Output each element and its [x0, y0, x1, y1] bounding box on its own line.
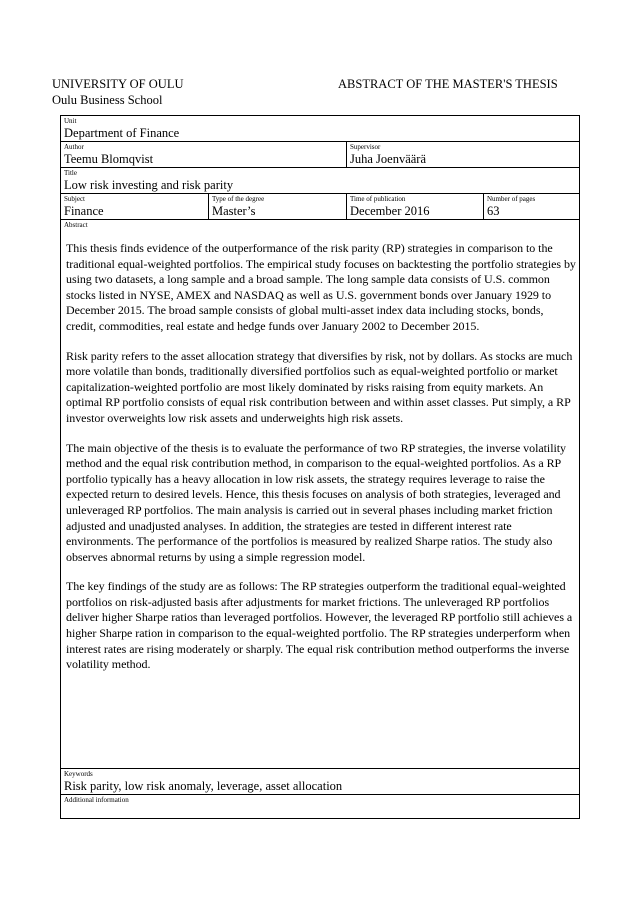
unit-cell — [61, 116, 580, 142]
title-row — [61, 168, 580, 194]
abstract-body — [64, 230, 576, 673]
subject-value: Finance — [64, 204, 104, 218]
abstract-paragraph: The main objective of the thesis is to evaluate the performance of two RP strategies, the inverse volatility method and the equal risk contribution method, in comparison to the equal-weighted portfolios. As a RP portfolio typically has a heavy allocation in low risk assets, the strategy requires leverage to raise the expected return to desired levels. Hence, this thesis focuses on analysis of both strategies, leveraged and unleveraged RP portfolios. The main analysis is carried out in several phases including market friction adjusted and unadjusted analyses. In addition, the strategies are tested in different interest rate environments. The performance of the portfolios is measured by realized Sharpe ratios. The study also observes abnormal returns by using a simple regression model. — [66, 440, 567, 564]
school-name: Oulu Business School — [52, 93, 163, 107]
additional-label: Additional information — [64, 796, 129, 804]
title-cell — [61, 168, 580, 194]
pages-cell — [484, 194, 580, 220]
degree-cell — [209, 194, 347, 220]
title-value: Low risk investing and risk parity — [64, 178, 234, 192]
thesis-abstract-form — [60, 115, 580, 819]
university-name: UNIVERSITY OF OULU — [52, 77, 184, 91]
keywords-label: Keywords — [64, 770, 93, 778]
keywords-value: Risk parity, low risk anomaly, leverage, asset allocation — [64, 779, 343, 793]
abstract-paragraph: The key findings of the study are as follows: The RP strategies outperform the traditional equal-weighted portfolios on risk-adjusted basis after adjustments for market frictions. The unleveraged RP portfolios deliver higher Sharpe ratios than leveraged portfolios. However, the leveraged RP portfolio still achieves a higher Sharpe ration in comparison to the equal-weighted portfolio. The RP strategies underperform when interest rates are rising moderately or sharply. The equal risk contribution method outperforms the inverse volatility method. — [66, 579, 573, 672]
author-cell — [61, 142, 347, 168]
author-value: Teemu Blomqvist — [64, 152, 154, 166]
title-label: Title — [64, 169, 77, 177]
abstract-row — [61, 220, 580, 769]
degree-label: Type of the degree — [212, 195, 265, 203]
supervisor-label: Supervisor — [350, 143, 381, 151]
abstract-paragraph: Risk parity refers to the asset allocation strategy that diversifies by risk, not by dollars. As stocks are much more volatile than bonds, traditionally diversified portfolios such as equal-weighted portfolio or market capitalization-weighted portfolio are most likely dominated by risks raising from equity markets. An optimal RP portfolio consists of equal risk contribution between and within asset classes. Put simply, a RP investor overweights low risk assets and underweights high risk assets. — [66, 348, 573, 425]
abstract-label: Abstract — [64, 221, 88, 229]
supervisor-value: Juha Joenväärä — [350, 152, 427, 166]
abstract-cell — [61, 220, 580, 769]
pages-label: Number of pages — [487, 195, 536, 203]
publication-cell — [347, 194, 484, 220]
author-label: Author — [64, 143, 84, 151]
details-row — [61, 194, 580, 220]
pages-value: 63 — [487, 204, 500, 218]
supervisor-cell — [347, 142, 580, 168]
additional-cell — [61, 795, 580, 819]
publication-value: December 2016 — [350, 204, 430, 218]
keywords-cell — [61, 769, 580, 795]
unit-label: Unit — [64, 117, 77, 125]
unit-row — [61, 116, 580, 142]
publication-label: Time of publication — [350, 195, 406, 203]
keywords-row — [61, 769, 580, 795]
degree-value: Master’s — [212, 204, 256, 218]
subject-label: Subject — [64, 195, 85, 203]
document-type: ABSTRACT OF THE MASTER'S THESIS — [338, 77, 558, 91]
abstract-paragraph: This thesis finds evidence of the outperformance of the risk parity (RP) strategies in comparison to the traditional equal-weighted portfolios. The empirical study focuses on backtesting the portfolio strategies by using two datasets, a long sample and a broad sample. The long sample data consists of U.S. common stocks listed in NYSE, AMEX and NASDAQ as well as U.S. government bonds over January 1929 to December 2015. The broad sample consists of global multi-asset index data including stocks, bonds, credit, commodities, real estate and hedge funds over January 2002 to December 2015. — [66, 241, 576, 333]
unit-value: Department of Finance — [64, 126, 180, 140]
author-row — [61, 142, 580, 168]
additional-row — [61, 795, 580, 819]
subject-cell — [61, 194, 209, 220]
